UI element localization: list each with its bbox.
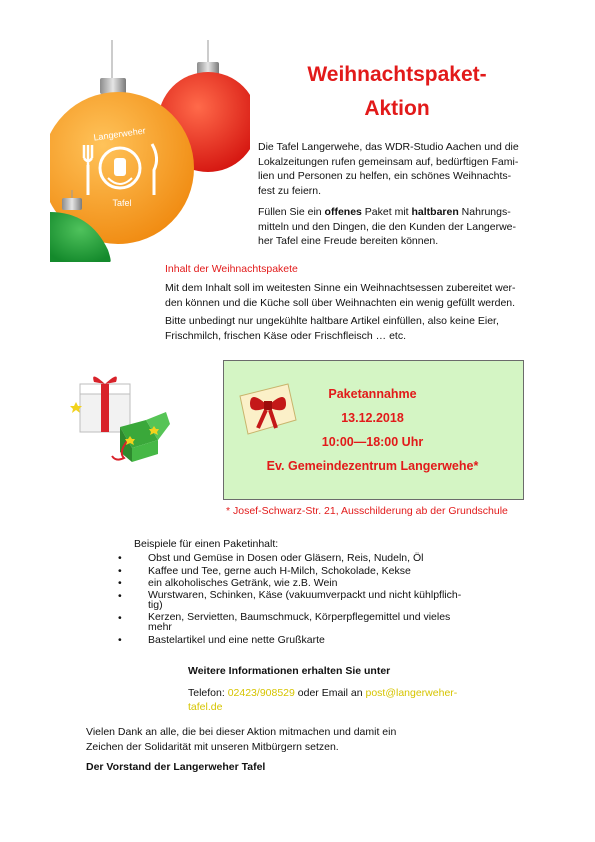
list-item xyxy=(118,612,498,632)
green-ornament-cap xyxy=(62,198,82,210)
bullet: • xyxy=(118,589,122,602)
list-item-text: Bastelartikel und eine nette Grußkarte xyxy=(148,633,325,646)
list-item-text: Wurstwaren, Schinken, Käse (vakuumverpackt und nicht kühlpflich- tig) xyxy=(148,588,462,611)
list-item xyxy=(118,565,498,578)
list-item xyxy=(118,577,498,590)
title-line-2: Aktion xyxy=(364,97,430,120)
intro-line: Die Tafel Langerwehe, das WDR-Studio Aachen und die xyxy=(258,141,519,153)
info-heading: Weitere Informationen erhalten Sie unter xyxy=(188,665,391,677)
closing-line: Vielen Dank an alle, die bei dieser Aktion mitmachen und damit ein xyxy=(86,726,397,738)
examples-list xyxy=(118,552,498,646)
contact-line xyxy=(188,686,498,700)
dropoff-location: Ev. Gemeindezentrum Langerwehe* xyxy=(266,459,479,473)
fill-instructions-paragraph xyxy=(258,205,538,249)
closing-line: Zeichen der Solidarität mit unseren Mitbürgern setzen. xyxy=(86,741,339,753)
content-paragraph-2 xyxy=(165,314,540,343)
gift-boxes-image xyxy=(68,372,172,464)
dropoff-time: 10:00—18:00 Uhr xyxy=(321,435,424,449)
list-item-text: Kerzen, Servietten, Baumschmuck, Körperpflegemittel und vieles mehr xyxy=(148,610,451,633)
bullet: • xyxy=(118,552,122,564)
bullet: • xyxy=(118,633,122,646)
content-line: Frischmilch, frischen Käse oder Frischfleisch … etc. xyxy=(165,329,406,342)
content-line: Mit dem Inhalt soll im weitesten Sinne ein Weihnachtsessen zubereitet wer- xyxy=(165,282,516,294)
dropoff-date: 13.12.2018 xyxy=(341,411,404,425)
title-line-1: Weihnachtspaket- xyxy=(307,63,487,86)
phone-link[interactable]: 02423/908529 xyxy=(227,687,295,699)
phone-label: Telefon: xyxy=(188,687,228,699)
bullet: • xyxy=(118,577,122,589)
email-label: oder Email an xyxy=(294,687,366,699)
list-item xyxy=(118,590,498,610)
section-heading: Inhalt der Weihnachtspakete xyxy=(165,263,298,275)
intro-paragraph xyxy=(258,140,538,198)
content-line: Bitte unbedingt nur ungekühlte haltbare Artikel einfüllen, also keine Eier, xyxy=(165,315,499,327)
emphasis-durable: haltbaren xyxy=(411,206,459,218)
email-link-continued[interactable]: tafel.de xyxy=(188,701,223,713)
fill-instructions-line xyxy=(258,205,538,220)
fill-instructions-line: her Tafel eine Freude bereiten können. xyxy=(258,235,439,247)
svg-text:Langerweher: Langerweher xyxy=(92,125,147,143)
intro-line: Lokalzeitungen rufen gemeinsam auf, bedürftigen Fami- xyxy=(258,155,519,168)
text-span: Paket mit xyxy=(361,206,412,218)
text-span: Nahrungs- xyxy=(458,206,511,218)
bullet: • xyxy=(118,611,122,624)
closing-paragraph xyxy=(86,725,506,755)
dropoff-label: Paketannahme xyxy=(328,387,417,401)
address-footnote: * Josef-Schwarz-Str. 21, Ausschilderung ab der Grundschule xyxy=(226,505,508,517)
emphasis-open: offenes xyxy=(324,206,362,218)
list-item xyxy=(118,552,498,565)
contact-info xyxy=(188,686,498,714)
list-item-text: Obst und Gemüse in Dosen oder Gläsern, Reis, Nudeln, Öl xyxy=(148,552,424,564)
orange-ornament-cap xyxy=(100,78,126,94)
examples-heading: Beispiele für einen Paketinhalt: xyxy=(134,538,279,550)
signature: Der Vorstand der Langerweher Tafel xyxy=(86,761,266,773)
text-span: Füllen Sie ein xyxy=(258,206,325,218)
christmas-ornaments-image xyxy=(50,40,250,262)
list-item-text: ein alkoholisches Getränk, wie z.B. Wein xyxy=(148,577,338,589)
svg-text:Tafel: Tafel xyxy=(112,198,132,208)
list-item xyxy=(118,634,498,647)
content-line: den können und die Küche soll über Weihnachten ein wenig gefüllt werden. xyxy=(165,296,516,309)
content-paragraph-1 xyxy=(165,281,540,310)
fill-instructions-line: mitteln und den Dingen, die den Kunden der Langerwe- xyxy=(258,220,517,233)
bullet: • xyxy=(118,564,122,577)
intro-line: fest zu feiern. xyxy=(258,184,322,197)
list-item-text: Kaffee und Tee, gerne auch H-Milch, Schokolade, Kekse xyxy=(148,564,411,577)
intro-line: lien und Personen zu helfen, ein schönes Weihnachts- xyxy=(258,170,512,182)
page-title xyxy=(262,58,532,126)
email-link[interactable]: post@langerweher- xyxy=(365,687,458,699)
